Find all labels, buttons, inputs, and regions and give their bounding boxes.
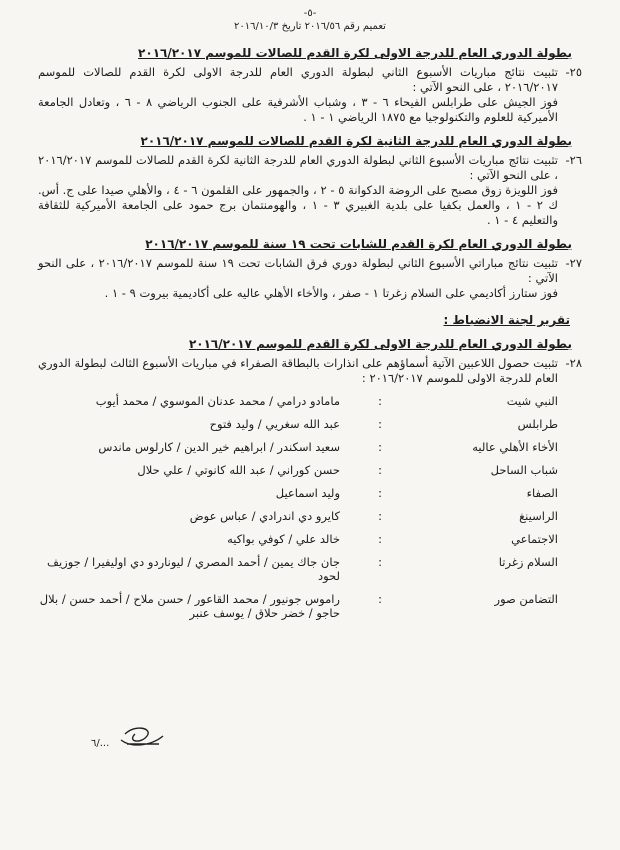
circular-reference: تعميم رقم ٢٠١٦/٥٦ تاريخ ٢٠١٦/١٠/٣ [234, 21, 386, 32]
item-results: فوز الجيش على طرابلس الفيحاء ٦ - ٣ ، وشباب الأشرفية على الجنوب الرياضي ٨ - ٦ ، وتعادل الجامعة الأميركية للعلوم والتكنولوجيا مع ١٨٧٥ الرياضي ١ - ١ . [38, 95, 558, 124]
club-name: الراسينغ [519, 509, 558, 523]
section-title-futsal-first-division: بطولة الدوري العام للدرجة الاولى لكرة القدم للصالات للموسم ٢٠١٦/٢٠١٧ [138, 46, 572, 60]
separator: : [378, 532, 382, 546]
signature-mark [55, 722, 175, 762]
table-row [38, 532, 558, 555]
club-name: التضامن صور [494, 592, 558, 606]
item-text: تثبيت نتائج مباريات الأسبوع الثاني لبطولة الدوري العام للدرجة الاولى لكرة القدم للصالات للموسم ٢٠١٦/٢٠١٧ ، على النحو الآتي : [38, 65, 558, 94]
player-names: راموس جونيور / محمد القاعور / حسن ملاح / أحمد حسن / بلال حاجو / خضر حلاق / يوسف عنبر [39, 592, 340, 620]
item-27 [38, 256, 582, 301]
table-row [38, 486, 558, 509]
player-names: جان جاك يمين / أحمد المصري / ليوناردو دي اوليفيرا / جوزيف لحود [47, 555, 340, 583]
table-row [38, 592, 558, 629]
table-row [38, 509, 558, 532]
player-names: وليد اسماعيل [275, 486, 340, 500]
table-row [38, 555, 558, 592]
item-results: فوز اللويزة زوق مصبح على الروضة الدكوانة ٥ - ٢ ، والجمهور على القلمون ٦ - ٤ ، والأهلي صيدا على ج. أس. ك ٢ - ١ ، والعمل بكفيا على بلدية الغبيري ٣ - ١ ، والهومنتمان برج حمود على الجامعة الأميركية للثقافة والتعليم ٤ - ١ . [38, 183, 559, 227]
separator: : [378, 417, 382, 431]
player-names: سعيد اسكندر / ابراهيم خير الدين / كارلوس ماندس [98, 440, 340, 454]
club-name: الصفاء [526, 486, 558, 500]
table-row [38, 394, 558, 417]
player-names: كايرو دي اندرادي / عباس عوض [189, 509, 340, 523]
section-title-futsal-second-division: بطولة الدوري العام للدرجة الثانية لكرة القدم للصالات للموسم ٢٠١٦/٢٠١٧ [140, 134, 572, 148]
item-text: تثبيت نتائج مباريات الأسبوع الثاني لبطولة الدوري العام للدرجة الثانية لكرة القدم للصالات للموسم ٢٠١٦/٢٠١٧ ، على النحو الآتي : [38, 153, 558, 182]
separator: : [378, 555, 382, 569]
page-footer [55, 722, 175, 762]
player-names: خالد علي / كوفي بواكيه [227, 532, 340, 546]
separator: : [378, 486, 382, 500]
club-name: طرابلس [517, 417, 558, 431]
club-name: النبي شيت [506, 394, 558, 408]
item-text: تثبيت نتائج مباراتي الأسبوع الثاني لبطولة دوري فرق الشابات تحت ١٩ سنة للموسم ٢٠١٦/٢٠١٧ ، على النحو الآتي : [38, 256, 558, 285]
player-names: حسن كوراني / عبد الله كانوتي / علي حلال [137, 463, 340, 477]
item-results: فوز ستارز أكاديمي على السلام زغرتا ١ - صفر ، والأخاء الأهلي عاليه على أكاديمية بيروت ٩ - ١ . [104, 286, 558, 300]
item-number: ٢٦- [565, 153, 582, 167]
discipline-heading: تقرير لجنة الانضباط : [443, 313, 570, 327]
page-number: -٥- [303, 8, 317, 19]
item-28 [38, 356, 582, 386]
player-names: مامادو درامي / محمد عدنان الموسوي / محمد أيوب [95, 394, 340, 408]
club-name: الاجتماعي [511, 532, 558, 546]
table-row [38, 417, 558, 440]
item-number: ٢٥- [565, 65, 582, 79]
table-row [38, 440, 558, 463]
club-name: السلام زغرتا [498, 555, 558, 569]
continued-marker: ٦/... [91, 738, 110, 749]
item-25 [38, 65, 582, 125]
section-title-women-u19: بطولة الدوري العام لكرة القدم للشابات تحت ١٩ سنة للموسم ٢٠١٦/٢٠١٧ [145, 237, 572, 251]
yellow-card-table [38, 394, 558, 629]
item-26 [38, 153, 582, 228]
separator: : [378, 394, 382, 408]
club-name: شباب الساحل [490, 463, 558, 477]
item-number: ٢٨- [565, 356, 582, 370]
separator: : [378, 463, 382, 477]
separator: : [378, 592, 382, 606]
table-row [38, 463, 558, 486]
item-text: تثبيت حصول اللاعبين الآتية أسماؤهم على انذارات بالبطاقة الصفراء في مباريات الأسبوع الثالث لبطولة الدوري العام للدرجة الاولى للموسم ٢٠١٦/٢٠١٧ : [38, 356, 558, 385]
separator: : [378, 509, 382, 523]
separator: : [378, 440, 382, 454]
club-name: الأخاء الأهلي عاليه [472, 440, 558, 454]
item-number: ٢٧- [565, 256, 582, 270]
player-names: عبد الله سغريي / وليد فتوح [209, 417, 340, 431]
section-title-first-division: بطولة الدوري العام للدرجة الاولى لكرة القدم للموسم ٢٠١٦/٢٠١٧ [188, 337, 572, 351]
